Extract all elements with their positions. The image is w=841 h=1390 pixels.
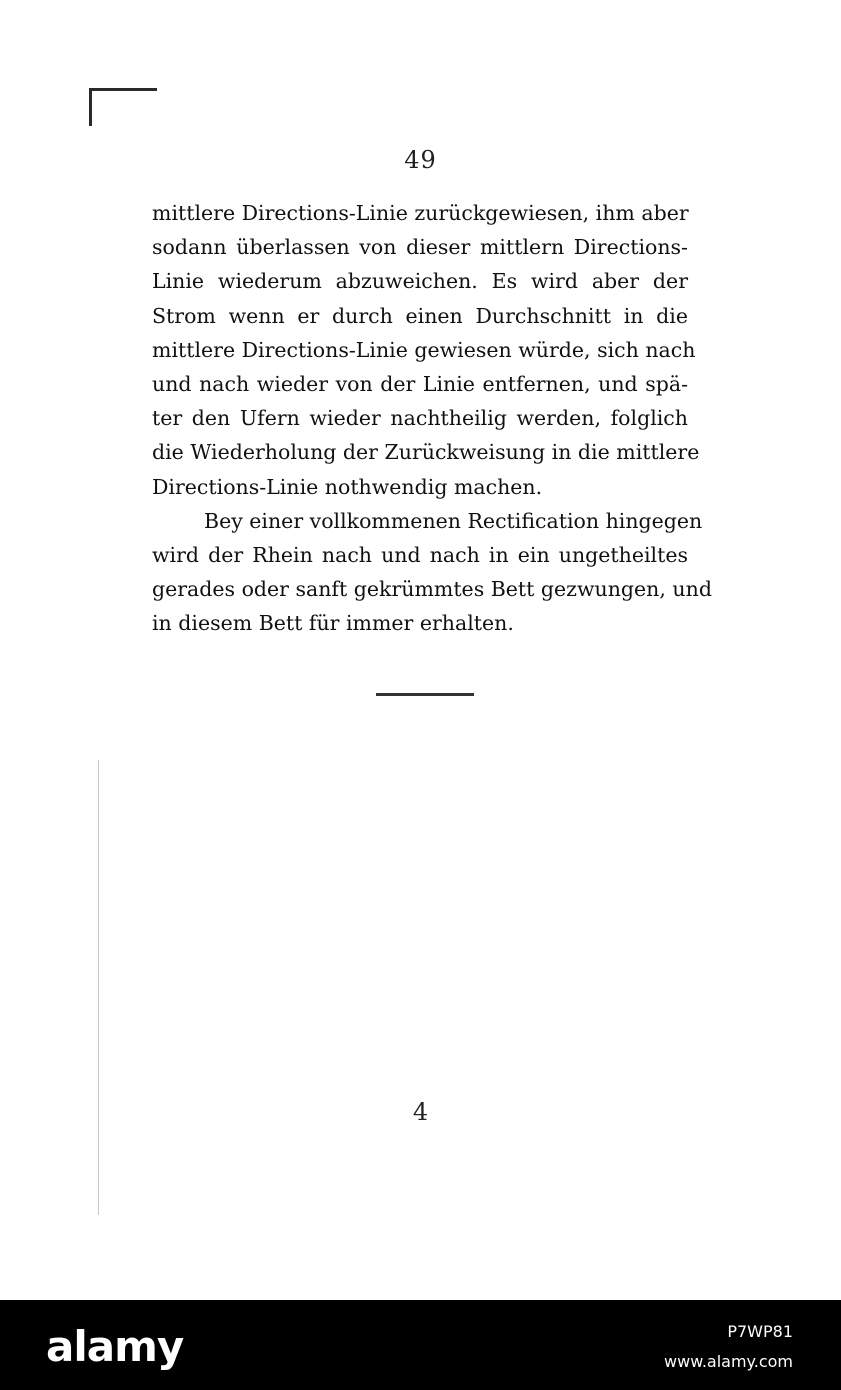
section-divider-rule [376,693,474,696]
text-line: und nach wieder von der Linie entfernen, und spä- [152,371,688,396]
paragraph-1 [152,196,700,504]
corner-crop-mark-vertical [89,88,92,126]
signature-mark: 4 [412,1098,429,1126]
text-line: Strom wenn er durch einen Durchschnitt in die [152,303,688,328]
text-line: wird der Rhein nach und nach in ein ungetheiltes [152,542,688,567]
text-line: ter den Ufern wieder nachtheilig werden, folglich [152,406,688,431]
text-line: Bey einer vollkommenen Rectification hingegen [204,508,703,533]
paragraph-2 [152,504,712,641]
text-line: Directions-Linie nothwendig machen. [152,474,543,499]
page-edge-shadow [98,760,99,1215]
page-number: 49 [404,146,437,174]
text-line: gerades oder sanft gekrümmtes Bett gezwungen, und [152,577,712,602]
text-line: sodann überlassen von dieser mittlern Directions- [152,235,688,260]
corner-crop-mark [89,88,157,91]
text-line: die Wiederholung der Zurückweisung in die mittlere [152,440,700,465]
text-line: Linie wiederum abzuweichen. Es wird aber der [152,269,688,294]
brand-logo: alamy [46,1322,184,1371]
image-id: P7WP81 [727,1322,793,1341]
site-url[interactable]: www.alamy.com [664,1352,793,1371]
watermark-footer [0,1300,841,1390]
text-line: in diesem Bett für immer erhalten. [152,611,514,636]
text-line: mittlere Directions-Linie zurückgewiesen, ihm aber [152,201,689,225]
body-text [152,196,712,640]
text-line: mittlere Directions-Linie gewiesen würde, sich nach [152,337,696,362]
